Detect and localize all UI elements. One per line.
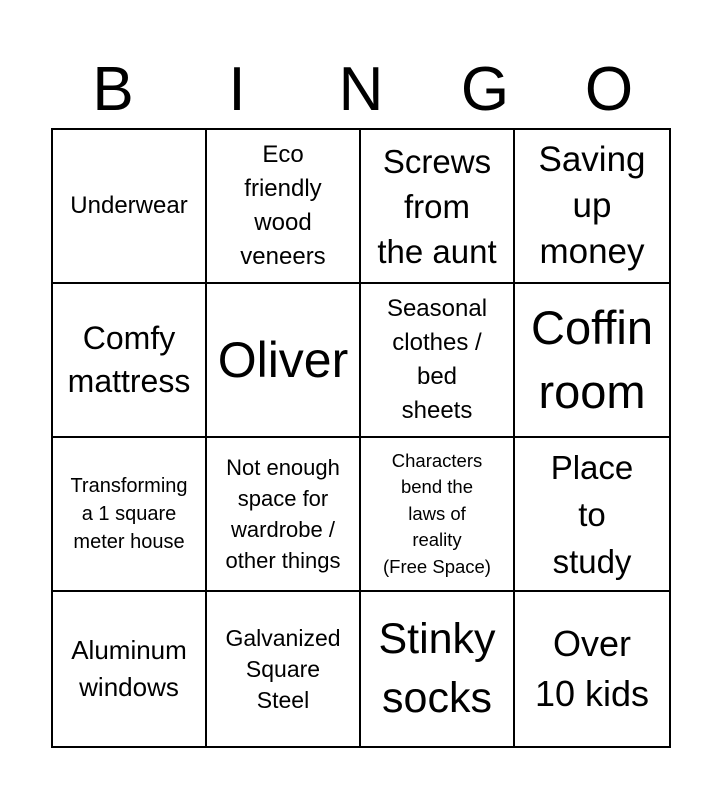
header-letter-i: I xyxy=(228,55,246,124)
bingo-cell[interactable] xyxy=(361,438,515,592)
bingo-cell[interactable] xyxy=(515,592,669,746)
header-letter-b: B xyxy=(92,55,134,124)
header-letter-n: N xyxy=(338,55,384,124)
bingo-cell[interactable] xyxy=(361,284,515,438)
cell-text: Comfy mattress xyxy=(67,320,191,399)
cell-text: Over 10 kids xyxy=(534,623,650,714)
bingo-card xyxy=(51,128,671,748)
cell-text: Characters bend the laws of reality (Free Space) xyxy=(383,449,491,577)
cell-text: Galvanized Square Steel xyxy=(225,624,341,713)
header-letter-o: O xyxy=(584,55,634,124)
bingo-cell[interactable] xyxy=(361,592,515,746)
bingo-cell[interactable] xyxy=(207,592,361,746)
cell-text: Seasonal clothes / bed sheets xyxy=(386,295,488,424)
cell-text: Underwear xyxy=(70,192,188,219)
bingo-cell[interactable] xyxy=(53,284,207,438)
cell-text: Eco friendly wood veneers xyxy=(240,141,326,270)
bingo-cell[interactable] xyxy=(207,438,361,592)
cell-text: Screws from the aunt xyxy=(377,142,497,270)
bingo-cell[interactable] xyxy=(515,130,669,284)
cell-text: Transforming a 1 square meter house xyxy=(70,475,188,553)
bingo-cell[interactable] xyxy=(515,284,669,438)
cell-text: Stinky socks xyxy=(378,615,496,722)
bingo-cell[interactable] xyxy=(53,130,207,284)
bingo-cell[interactable] xyxy=(53,592,207,746)
bingo-cell[interactable] xyxy=(515,438,669,592)
cell-text: Place to study xyxy=(550,448,634,580)
cell-text: Coffin room xyxy=(531,301,653,418)
bingo-cell[interactable] xyxy=(53,438,207,592)
cell-text: Oliver xyxy=(217,332,349,388)
bingo-header xyxy=(51,52,671,128)
bingo-cell[interactable] xyxy=(361,130,515,284)
cell-text: Not enough space for wardrobe / other things xyxy=(225,455,341,573)
cell-text: Saving up money xyxy=(538,140,646,271)
cell-text: Aluminum windows xyxy=(71,635,187,702)
bingo-cell[interactable] xyxy=(207,130,361,284)
bingo-cell[interactable] xyxy=(207,284,361,438)
header-letter-g: G xyxy=(460,55,510,124)
